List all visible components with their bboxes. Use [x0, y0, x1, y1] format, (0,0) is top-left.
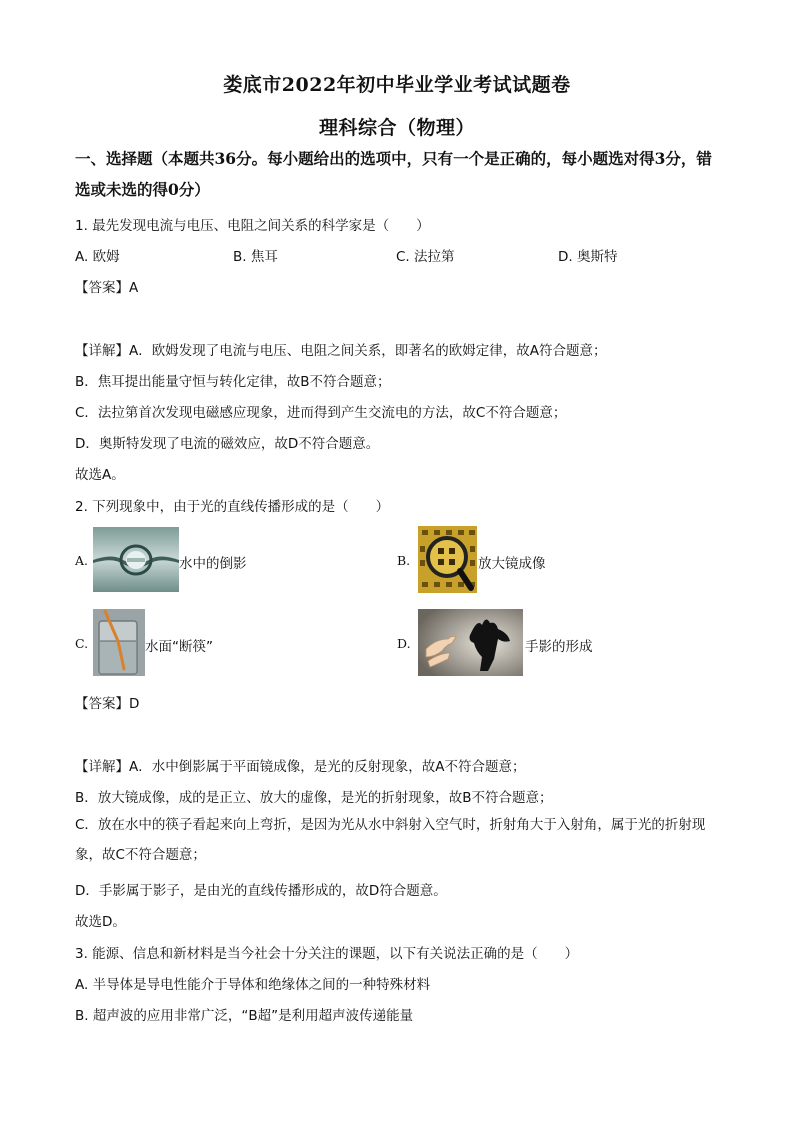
magnifier-image: [418, 526, 477, 593]
q2-option-a-letter: A.: [75, 553, 89, 568]
section-heading: 一、选择题（本题共36分。每小题给出的选项中，只有一个是正确的，每小题选对得3分，错选或未选的得0分）: [75, 149, 712, 199]
q1-option-c: C. 法拉第: [396, 249, 455, 265]
q1-answer: 【答案】A: [75, 280, 139, 296]
q2-option-b-letter: B.: [397, 553, 411, 568]
water-reflection-image: [93, 527, 179, 592]
q2-conclusion: 故选D。: [75, 914, 126, 930]
q2-option-b-caption: 放大镜成像: [478, 556, 546, 572]
q2-answer: 【答案】D: [75, 696, 140, 712]
q2-analysis-line: C．放在水中的筷子看起来向上弯折，是因为光从水中斜射入空气时，折射角大于入射角，属于光的折射现象，故C不符合题意；: [75, 817, 706, 863]
q2-option-c-letter: C.: [75, 636, 89, 651]
page-title: 娄底市2022年初中毕业学业考试试题卷: [223, 74, 571, 96]
bent-chopstick-image: [93, 609, 145, 676]
q1-option-d: D. 奥斯特: [558, 249, 618, 265]
q2-analysis-line: B．放大镜成像，成的是正立、放大的虚像，是光的折射现象，故B不符合题意；: [75, 790, 553, 806]
q2-option-a-caption: 水中的倒影: [179, 556, 247, 572]
q1-option-b: B. 焦耳: [233, 249, 278, 265]
hand-shadow-image: [418, 609, 523, 676]
q1-option-a: A. 欧姆: [75, 249, 120, 265]
question-1-stem: 1. 最先发现电流与电压、电阻之间关系的科学家是（ ）: [75, 218, 430, 234]
q2-analysis-line: 【详解】A．水中倒影属于平面镜成像，是光的反射现象，故A不符合题意；: [75, 759, 526, 775]
q2-option-d-caption: 手影的形成: [525, 639, 593, 655]
q3-option-b: B. 超声波的应用非常广泛，“B超”是利用超声波传递能量: [75, 1008, 414, 1024]
q1-analysis-line: B．焦耳提出能量守恒与转化定律，故B不符合题意；: [75, 374, 391, 390]
q2-analysis-line: D．手影属于影子，是由光的直线传播形成的，故D符合题意。: [75, 883, 447, 899]
q2-option-c-caption: 水面“断筷”: [145, 639, 213, 655]
question-2-stem: 2. 下列现象中，由于光的直线传播形成的是（ ）: [75, 499, 390, 515]
q3-option-a: A. 半导体是导电性能介于导体和绝缘体之间的一种特殊材料: [75, 977, 431, 993]
page-subtitle: 理科综合（物理）: [318, 117, 475, 139]
q2-option-d-letter: D.: [397, 636, 411, 651]
q1-analysis-line: 【详解】A．欧姆发现了电流与电压、电阻之间关系，即著名的欧姆定律，故A符合题意；: [75, 343, 607, 359]
question-3-stem: 3. 能源、信息和新材料是当今社会十分关注的课题，以下有关说法正确的是（ ）: [75, 946, 579, 962]
q1-analysis-line: D．奥斯特发现了电流的磁效应，故D不符合题意。: [75, 436, 380, 452]
q1-conclusion: 故选A。: [75, 467, 125, 483]
q1-analysis-line: C．法拉第首次发现电磁感应现象，进而得到产生交流电的方法，故C不符合题意；: [75, 405, 567, 421]
